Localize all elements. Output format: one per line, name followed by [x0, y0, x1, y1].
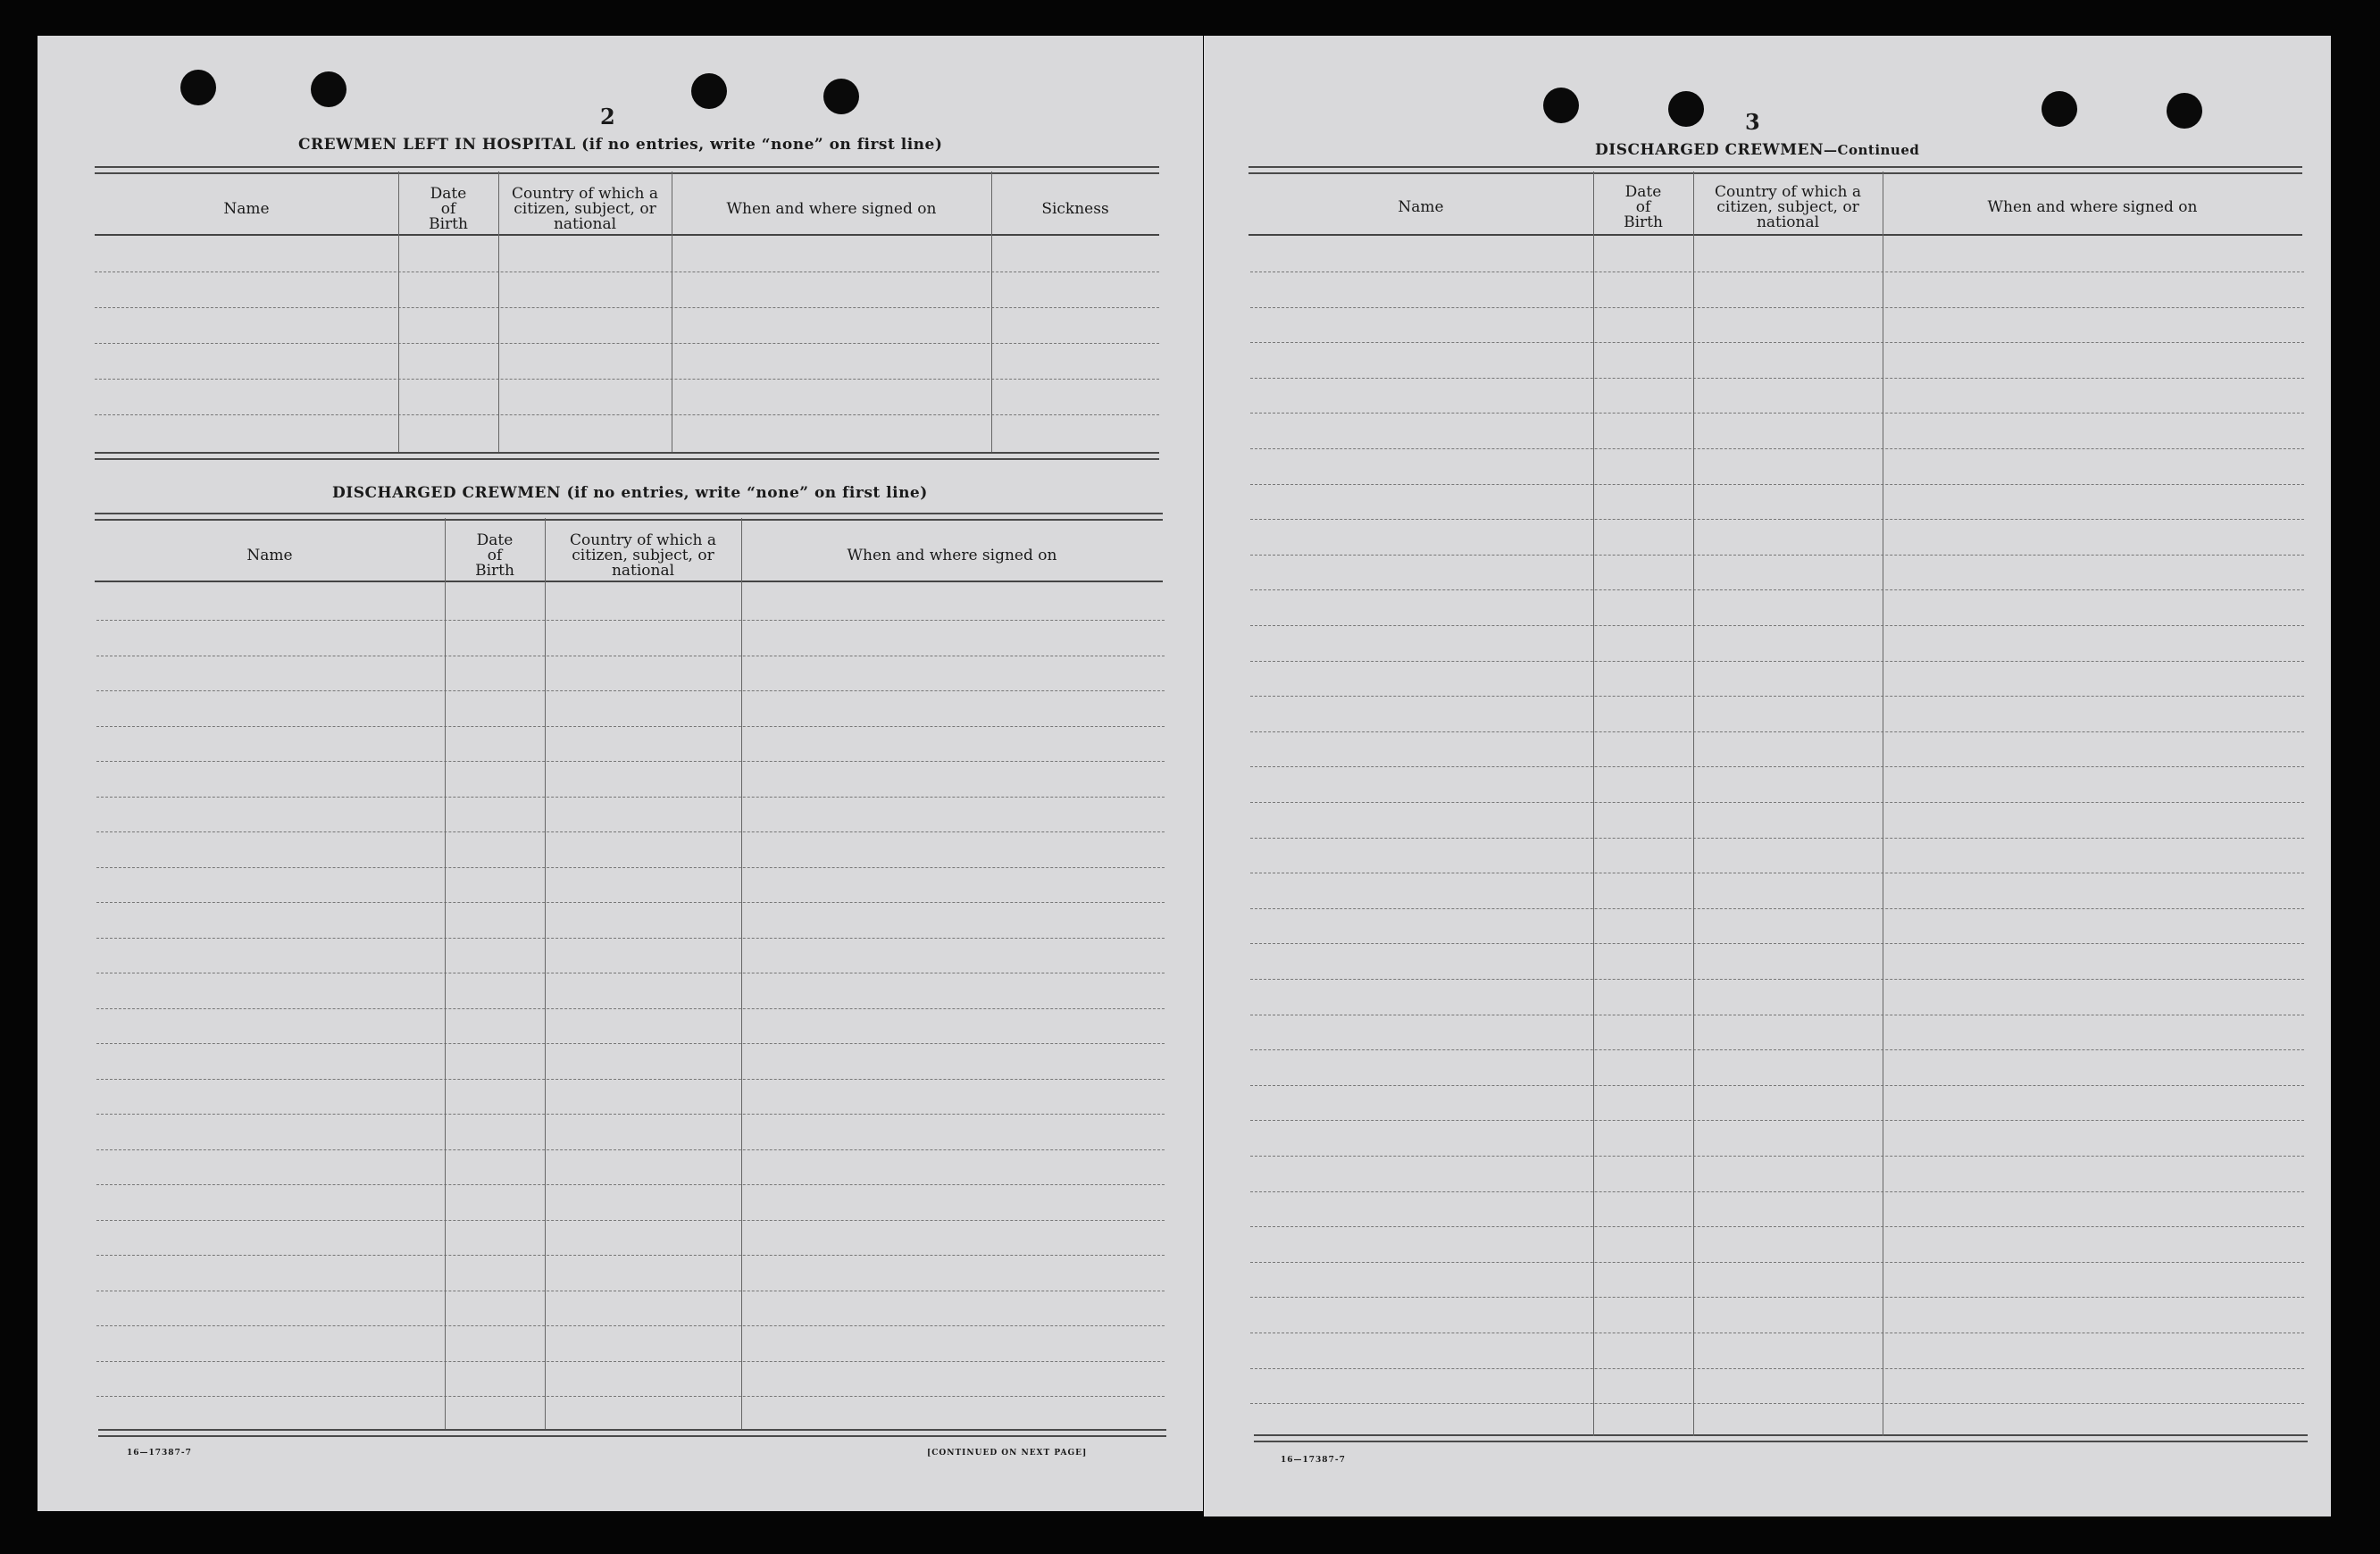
table-row-rule — [96, 867, 1165, 868]
table-bottom-rule — [1254, 1434, 2308, 1442]
discharged-title-note: (if no entries, write “none” on first line) — [566, 484, 928, 502]
col-header-name: Name — [223, 199, 270, 218]
table-row-rule — [1250, 802, 2304, 803]
table-row-rule — [96, 1079, 1165, 1080]
table-row-rule — [96, 1184, 1165, 1185]
table-row-rule — [96, 1325, 1165, 1326]
discharged-title-main: DISCHARGED CREWMEN — [1595, 141, 1825, 159]
discharged-continued-title — [1595, 141, 1919, 159]
continued-note: [CONTINUED ON NEXT PAGE] — [927, 1449, 1088, 1458]
table-row-rule — [96, 1396, 1165, 1397]
table-row-rule — [1250, 1297, 2304, 1298]
table-row-rule — [1250, 731, 2304, 732]
table-row-rule — [96, 1149, 1165, 1150]
table-row-rule — [1250, 979, 2304, 980]
table-row-rule — [96, 620, 1165, 621]
right-page — [1204, 36, 2331, 1516]
form-number: 16—17387-7 — [1281, 1456, 1346, 1465]
punch-hole — [311, 71, 347, 107]
table-row-rule — [95, 307, 1159, 308]
table-row-rule — [1250, 908, 2304, 909]
discharged-section-title — [332, 484, 928, 502]
table-row-rule — [96, 1043, 1165, 1044]
table-row-rule — [1250, 766, 2304, 767]
punch-hole — [823, 79, 859, 114]
table-row-rule — [1250, 555, 2304, 556]
table-row-rule — [96, 1255, 1165, 1256]
punch-hole — [180, 70, 216, 105]
table-row-rule — [96, 1008, 1165, 1009]
header-rule — [95, 234, 1159, 236]
table-row-rule — [96, 938, 1165, 939]
col-header-country: Country of which a citizen, subject, or national — [570, 531, 716, 580]
table-row-rule — [1250, 1156, 2304, 1157]
header-rule — [1248, 234, 2302, 236]
table-row-rule — [96, 831, 1165, 832]
col-divider — [545, 518, 546, 1429]
punch-hole — [2167, 93, 2202, 129]
table-row-rule — [95, 379, 1159, 380]
col-header-name: Name — [1398, 197, 1444, 216]
table-row-rule — [96, 726, 1165, 727]
table-row-rule — [1250, 1226, 2304, 1227]
table-row-rule — [1250, 1262, 2304, 1263]
table-row-rule — [95, 343, 1159, 344]
col-header-signed-on: When and where signed on — [847, 546, 1057, 564]
col-divider — [1593, 171, 1594, 1436]
header-rule — [95, 581, 1163, 582]
table-bottom-rule — [98, 1429, 1166, 1437]
col-divider — [991, 171, 992, 452]
punch-hole — [691, 73, 727, 109]
table-row-rule — [96, 761, 1165, 762]
table-row-rule — [1250, 1049, 2304, 1050]
table-row-rule — [1250, 1191, 2304, 1192]
page-number: 2 — [600, 104, 615, 130]
table-top-rule — [1248, 166, 2302, 174]
table-row-rule — [1250, 589, 2304, 590]
table-row-rule — [1250, 413, 2304, 414]
punch-hole — [1668, 91, 1704, 127]
punch-hole — [1543, 88, 1579, 123]
col-header-dob: Date of Birth — [429, 184, 468, 233]
table-row-rule — [1250, 1403, 2304, 1404]
table-bottom-rule — [95, 452, 1159, 460]
table-row-rule — [1250, 342, 2304, 343]
col-divider — [741, 518, 742, 1429]
col-header-sickness: Sickness — [1041, 199, 1109, 218]
table-row-rule — [1250, 696, 2304, 697]
col-divider — [1693, 171, 1694, 1436]
table-row-rule — [1250, 625, 2304, 626]
table-row-rule — [1250, 484, 2304, 485]
table-row-rule — [1250, 1368, 2304, 1369]
col-divider — [498, 171, 499, 452]
table-row-rule — [1250, 448, 2304, 449]
table-row-rule — [1250, 307, 2304, 308]
table-row-rule — [96, 1361, 1165, 1362]
col-header-dob: Date of Birth — [1624, 182, 1663, 231]
col-header-signed-on: When and where signed on — [1987, 197, 2198, 216]
page-number: 3 — [1745, 109, 1760, 135]
table-top-rule — [95, 166, 1159, 174]
table-top-rule — [95, 513, 1163, 521]
table-row-rule — [1250, 838, 2304, 839]
table-row-rule — [96, 1114, 1165, 1115]
hospital-title-note: (if no entries, write “none” on first line) — [581, 136, 943, 154]
table-row-rule — [96, 690, 1165, 691]
left-page — [38, 36, 1203, 1511]
table-row-rule — [1250, 1120, 2304, 1121]
table-row-rule — [1250, 519, 2304, 520]
table-row-rule — [1250, 1085, 2304, 1086]
table-row-rule — [1250, 378, 2304, 379]
table-row-rule — [1250, 943, 2304, 944]
col-divider — [445, 518, 446, 1429]
table-row-rule — [96, 797, 1165, 798]
punch-hole — [2042, 91, 2077, 127]
hospital-title-main: CREWMEN LEFT IN HOSPITAL — [298, 136, 576, 154]
col-header-country: Country of which a citizen, subject, or national — [512, 184, 658, 233]
hospital-section-title — [298, 136, 942, 154]
table-row-rule — [95, 414, 1159, 415]
col-header-dob: Date of Birth — [475, 531, 514, 580]
table-row-rule — [96, 902, 1165, 903]
table-row-rule — [1250, 661, 2304, 662]
col-header-country: Country of which a citizen, subject, or national — [1715, 182, 1861, 231]
discharged-title-main: DISCHARGED CREWMEN — [332, 484, 562, 502]
form-number: 16—17387-7 — [127, 1449, 192, 1458]
col-header-signed-on: When and where signed on — [726, 199, 937, 218]
col-divider — [398, 171, 399, 452]
table-row-rule — [96, 1220, 1165, 1221]
discharged-title-cont: —Continued — [1824, 142, 1920, 158]
col-header-name: Name — [246, 546, 293, 564]
